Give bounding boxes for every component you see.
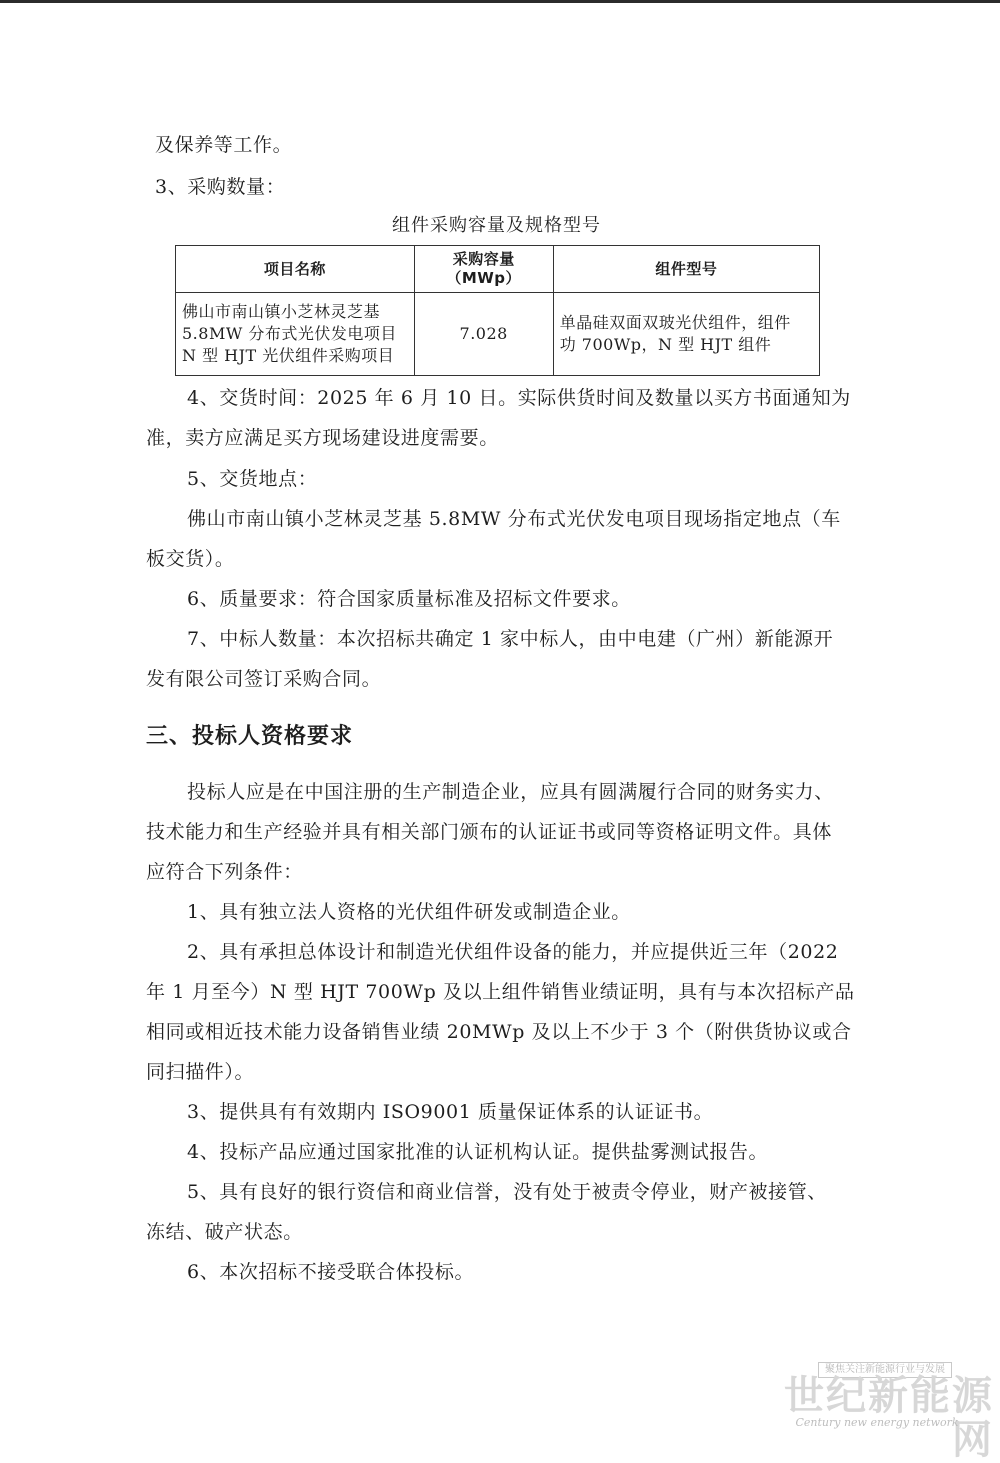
cell-project-name (176, 293, 415, 376)
requirement-6: 6、本次招标不接受联合体投标。 (187, 1261, 475, 1283)
paragraph-line: 及保养等工作。 (155, 134, 293, 156)
watermark-tagline: 聚焦关注新能源行业与发展 (818, 1362, 952, 1378)
cell-text: 功 700Wp，N 型 HJT 组件 (559, 335, 772, 354)
cell-text: 单晶硅双面双玻光伏组件，组件 (559, 313, 791, 332)
paragraph-line: 发有限公司签订采购合同。 (146, 668, 382, 690)
paragraph-line: 年 1 月至今）N 型 HJT 700Wp 及以上组件销售业绩证明，具有与本次招标产品 (146, 981, 855, 1003)
table-caption: 组件采购容量及规格型号 (392, 215, 601, 236)
spec-table (175, 245, 820, 376)
paragraph-line: 板交货）。 (146, 548, 235, 570)
cell-text: 5.8MW 分布式光伏发电项目 (182, 324, 397, 343)
paragraph-line: 技术能力和生产经验并具有相关部门颁布的认证证书或同等资格证明文件。具体 (146, 821, 833, 843)
table-row (176, 293, 820, 376)
paragraph-line: 投标人应是在中国注册的生产制造企业，应具有圆满履行合同的财务实力、 (187, 781, 834, 803)
requirement-5: 5、具有良好的银行资信和商业信誉，没有处于被责令停业，财产被接管、 (187, 1181, 827, 1203)
table-header-row (176, 246, 820, 293)
paragraph-line: 佛山市南山镇小芝林灵芝基 5.8MW 分布式光伏发电项目现场指定地点（车 (187, 508, 841, 530)
list-item-5: 5、交货地点： (187, 468, 318, 490)
requirement-1: 1、具有独立法人资格的光伏组件研发或制造企业。 (187, 901, 631, 923)
requirement-2: 2、具有承担总体设计和制造光伏组件设备的能力，并应提供近三年（2022 (187, 941, 839, 963)
list-item-7: 7、中标人数量：本次招标共确定 1 家中标人，由中电建（广州）新能源开 (187, 628, 834, 650)
header-project-name: 项目名称 (176, 246, 415, 293)
watermark-logo (760, 1356, 994, 1463)
cell-capacity: 7.028 (414, 293, 553, 376)
list-item-4: 4、交货时间：2025 年 6 月 10 日。实际供货时间及数量以买方书面通知为 (187, 387, 851, 409)
header-capacity-unit: （MWp） (446, 269, 522, 287)
list-item-3: 3、采购数量： (155, 176, 286, 198)
header-model: 组件型号 (553, 246, 819, 293)
requirement-4: 4、投标产品应通过国家批准的认证机构认证。提供盐雾测试报告。 (187, 1141, 769, 1163)
paragraph-line: 应符合下列条件： (146, 861, 303, 883)
header-capacity-label: 采购容量 (452, 250, 515, 268)
requirement-3: 3、提供具有有效期内 ISO9001 质量保证体系的认证证书。 (187, 1101, 714, 1123)
cell-text: 佛山市南山镇小芝林灵芝基 (182, 302, 381, 321)
watermark-name-en: Century new energy network (795, 1416, 959, 1429)
cell-text: N 型 HJT 光伏组件采购项目 (182, 346, 395, 365)
header-capacity (414, 246, 553, 293)
section-heading: 三、投标人资格要求 (146, 724, 354, 749)
list-item-6: 6、质量要求：符合国家质量标准及招标文件要求。 (187, 588, 631, 610)
paragraph-line: 准，卖方应满足买方现场建设进度需要。 (146, 427, 499, 449)
paragraph-line: 同扫描件）。 (146, 1061, 255, 1083)
cell-model (553, 293, 819, 376)
watermark-name-cn: 世纪新能源网 (784, 1372, 994, 1463)
top-border (0, 0, 1000, 3)
paragraph-line: 相同或相近技术能力设备销售业绩 20MWp 及以上不少于 3 个（附供货协议或合 (146, 1021, 852, 1043)
paragraph-line: 冻结、破产状态。 (146, 1221, 303, 1243)
